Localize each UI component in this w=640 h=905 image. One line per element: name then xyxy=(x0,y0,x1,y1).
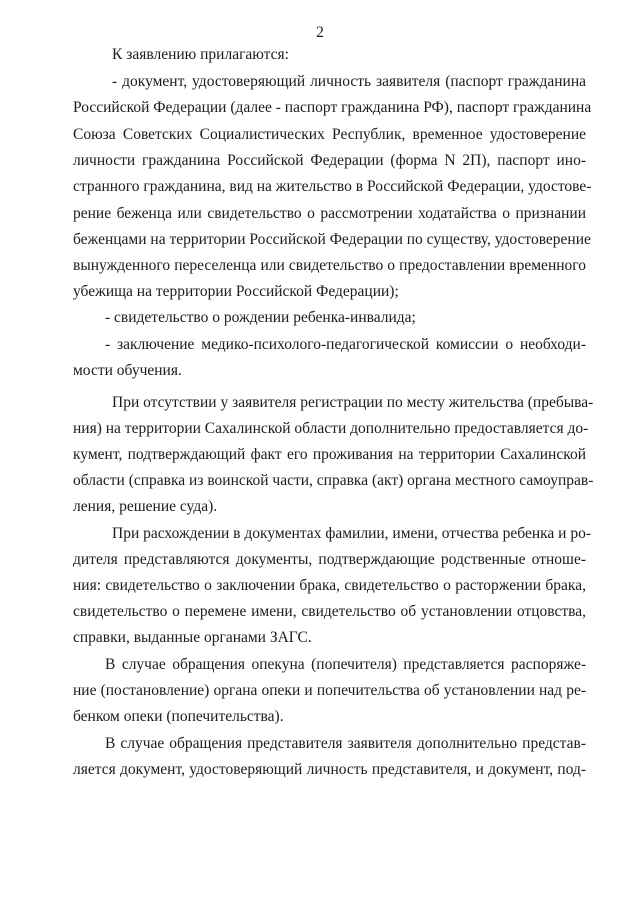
text-line: ние (постановление) органа опеки и попечительства об установлении над ре- xyxy=(73,682,586,699)
text-line: справки, выданные органами ЗАГС. xyxy=(73,629,312,646)
text-line: мости обучения. xyxy=(73,362,182,379)
text-line: - документ, удостоверяющий личность заявителя (паспорт гражданина xyxy=(112,73,586,90)
text-line: кумент, подтверждающий факт его проживания на территории Сахалинской xyxy=(73,446,586,463)
text-line: При отсутствии у заявителя регистрации по месту жительства (пребыва- xyxy=(112,394,594,411)
text-line: При расхождении в документах фамилии, имени, отчества ребенка и ро- xyxy=(112,525,592,542)
text-line: В случае обращения представителя заявителя дополнительно представ- xyxy=(105,735,586,752)
text-line: странного гражданина, вид на жительство в Российской Федерации, удостове- xyxy=(73,178,592,195)
text-line: Российской Федерации (далее - паспорт гражданина РФ), паспорт гражданина xyxy=(73,99,592,116)
text-line: К заявлению прилагаются: xyxy=(112,46,289,63)
text-line: - свидетельство о рождении ребенка-инвалида; xyxy=(105,309,416,326)
text-line: вынужденного переселенца или свидетельство о предоставлении временного xyxy=(73,257,586,274)
text-line: ния) на территории Сахалинской области дополнительно предоставляется до- xyxy=(73,420,589,437)
text-line: беженцами на территории Российской Федерации по существу, удостоверение xyxy=(73,231,591,248)
text-line: ления, решение суда). xyxy=(73,498,218,515)
text-line: свидетельство о перемене имени, свидетельство об установлении отцовства, xyxy=(73,603,586,620)
text-line: рение беженца или свидетельство о рассмотрении ходатайства о признании xyxy=(73,205,586,222)
text-line: убежища на территории Российской Федерации); xyxy=(73,283,399,300)
text-line: ляется документ, удостоверяющий личность представителя, и документ, под- xyxy=(73,761,586,778)
text-line: Союза Советских Социалистических Республик, временное удостоверение xyxy=(73,126,586,143)
text-line: В случае обращения опекуна (попечителя) представляется распоряже- xyxy=(105,656,586,673)
text-line: дителя представляются документы, подтверждающие родственные отноше- xyxy=(73,551,586,568)
text-line: ния: свидетельство о заключении брака, свидетельство о расторжении брака, xyxy=(73,577,586,594)
text-line: бенком опеки (попечительства). xyxy=(73,708,284,725)
text-line: личности гражданина Российской Федерации (форма N 2П), паспорт ино- xyxy=(73,152,586,169)
text-line: области (справка из воинской части, справка (акт) органа местного самоуправ- xyxy=(73,472,594,489)
page-number: 2 xyxy=(316,24,324,41)
text-line: - заключение медико-психолого-педагогической комиссии о необходи- xyxy=(105,336,586,353)
